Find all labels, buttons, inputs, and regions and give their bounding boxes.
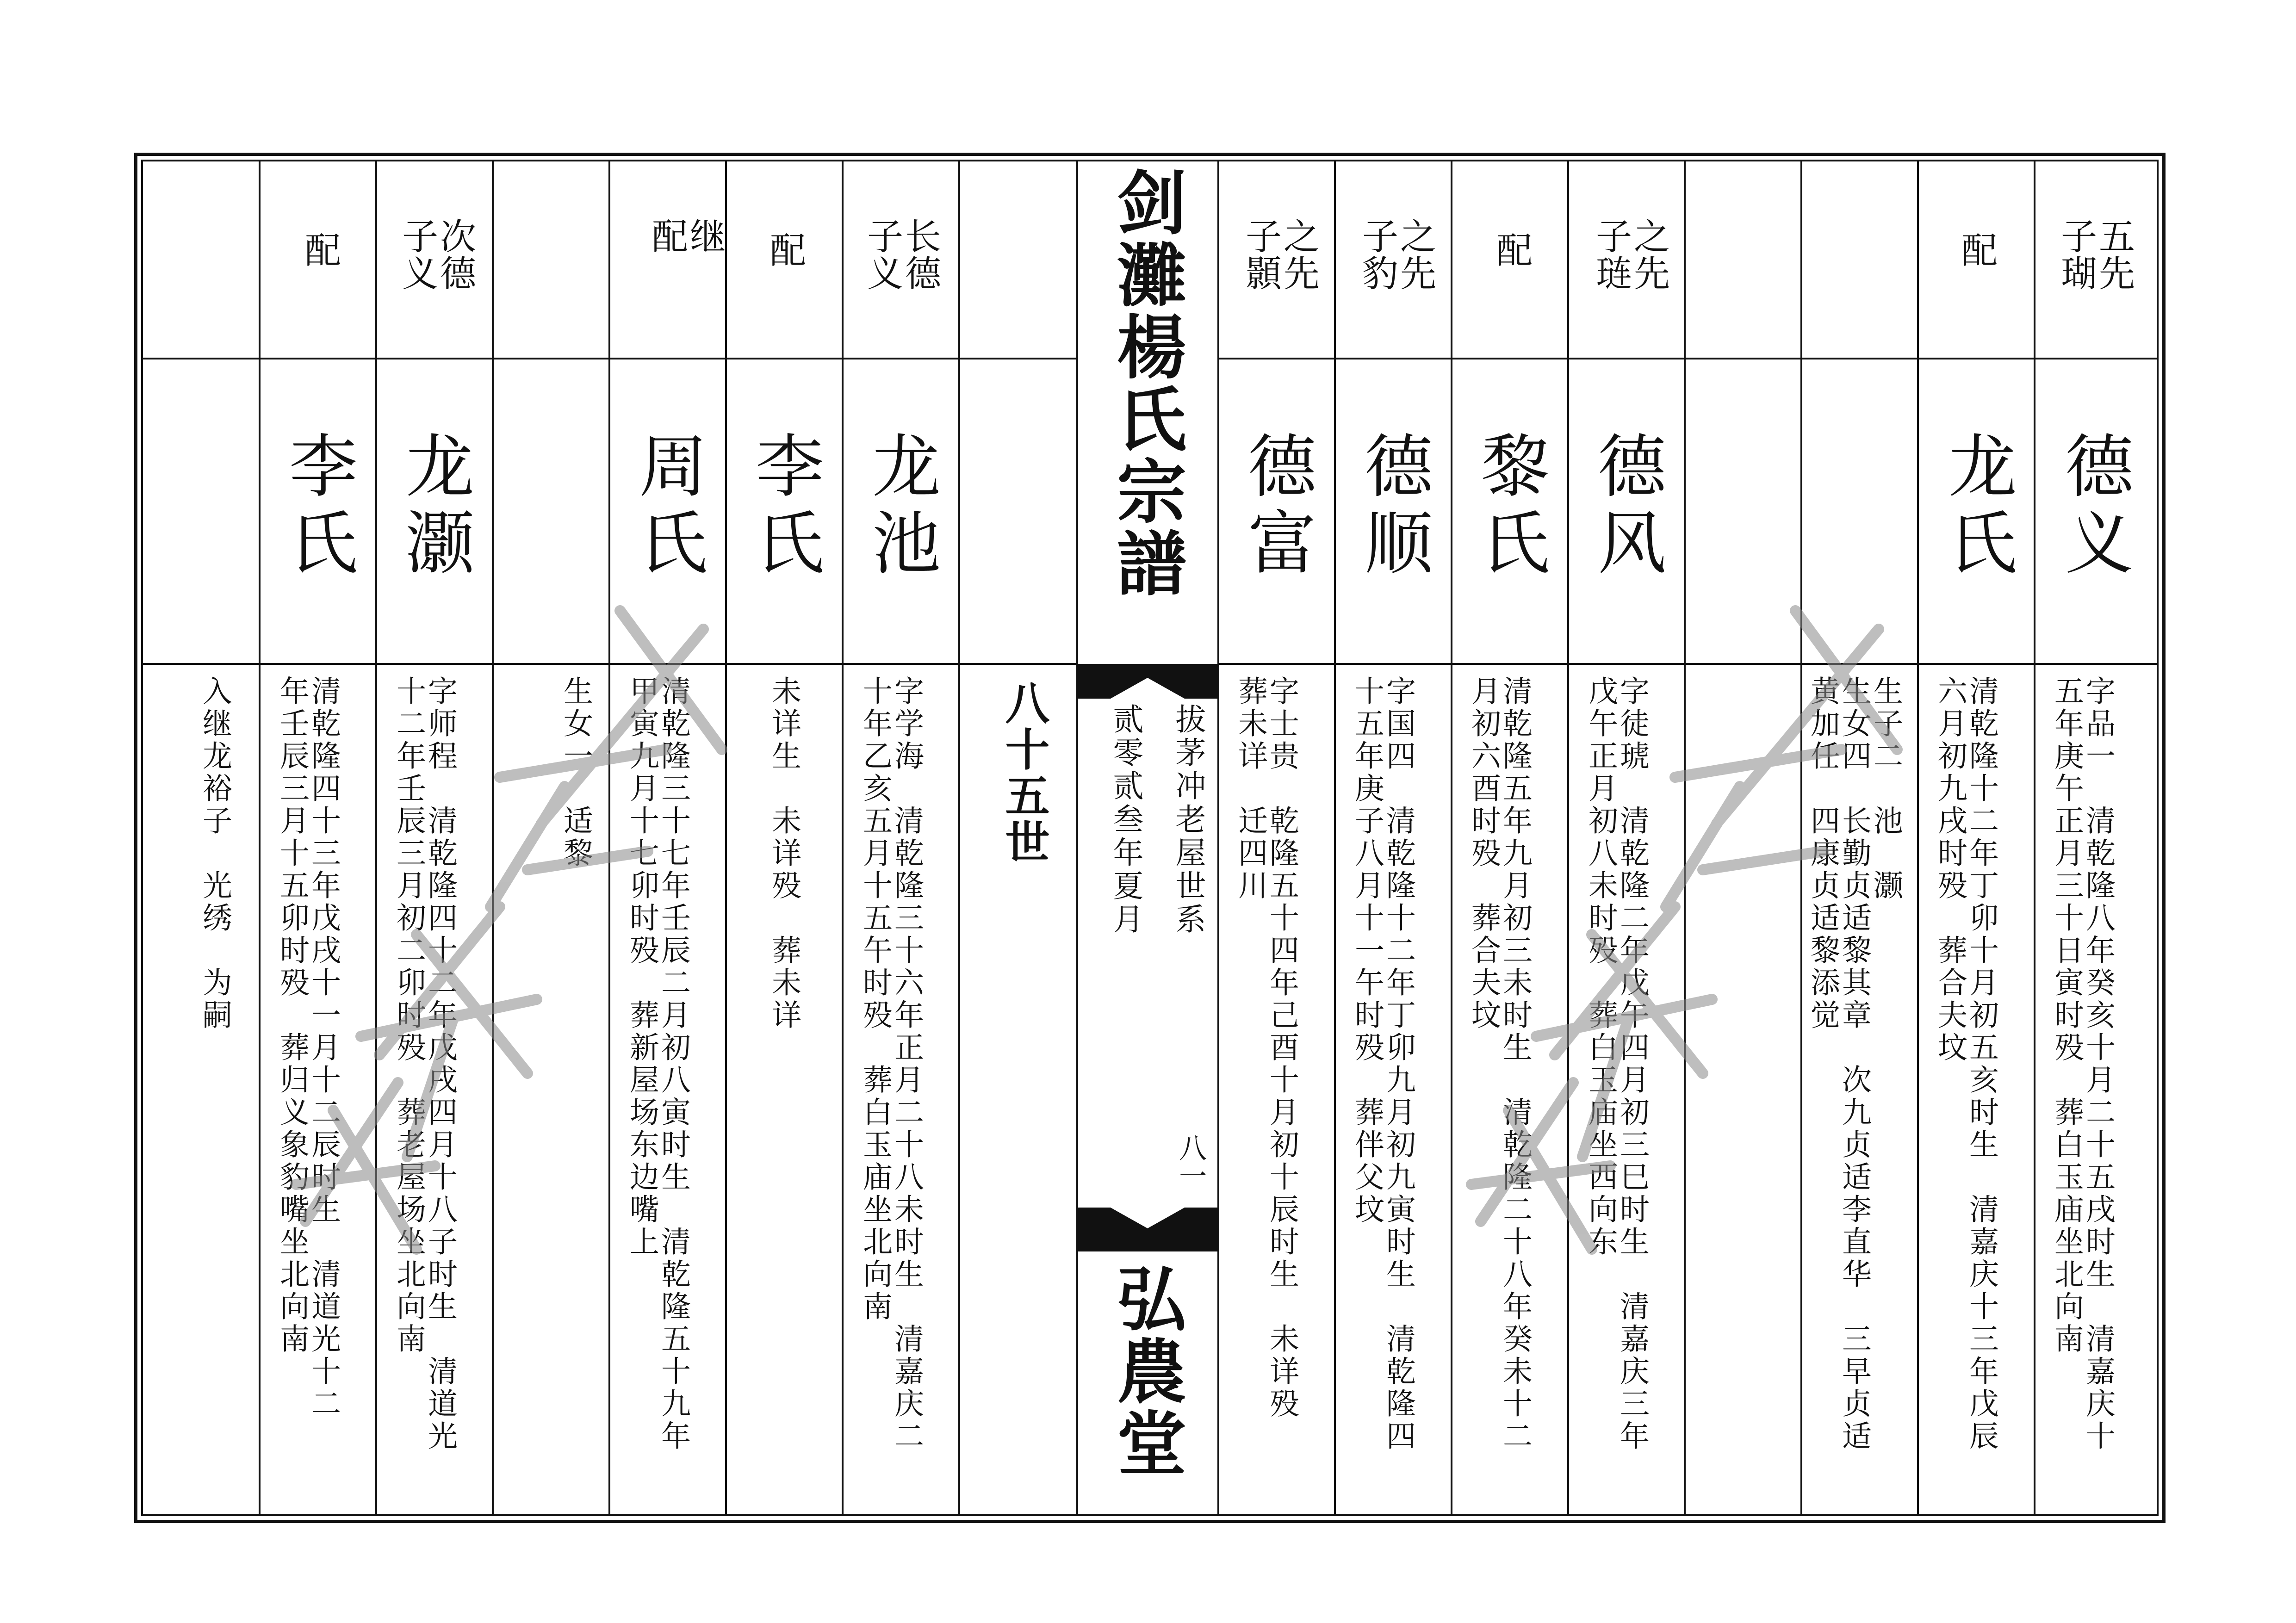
ribbon-bottom (1077, 1208, 1218, 1251)
relation-label: 次德 子义 (396, 217, 476, 291)
biography-note: 入继龙裕子 光绣 为嗣 (198, 675, 232, 1032)
relation-label: 配 (1955, 231, 1997, 268)
relation-label: 之先 子顥 (1240, 217, 1319, 291)
biography-note: 清乾隆四十三年戊戌十一月十二辰时生 清道光十二 年壬辰三月十五卯时殁 葬归义象豹嘴坐北向南 (275, 675, 341, 1420)
branch-name: 拔茅冲老屋世系 (1170, 703, 1206, 936)
biography-note: 生子二 池 灏 生女四 长勤贞适黎其章 次九贞适李直华 三早贞适 黄加任 四康贞适黎添觉 (1806, 675, 1903, 1453)
genealogy-title: 剑灘楊氏宗譜 (1105, 167, 1185, 600)
biography-note: 字国四 清乾隆十二年丁卯九月初九寅时生 清乾隆四 十五年庚子八月十一午时殁 葬伴父坟 (1350, 675, 1415, 1453)
ribbon-top (1077, 664, 1218, 699)
biography-note: 字士贵 乾隆五十四年己酉十月初十辰时生 未详殁 葬未详 迁四川 (1233, 675, 1299, 1420)
relation-label: 五先 子瑚 (2055, 217, 2135, 291)
biography-note: 清乾隆三十七年壬辰二月初八寅时生 清乾隆五十九年 甲寅九月十七卯时殁 葬新屋场东边嘴上 (625, 675, 690, 1453)
hall-name: 弘農堂 (1105, 1263, 1185, 1480)
page-number: 八一 (1174, 1134, 1207, 1189)
person-name: 李氏 (745, 430, 824, 584)
biography-note: 未详生 未详殁 葬未详 (767, 675, 801, 1032)
relation-label: 之先 子琏 (1590, 217, 1669, 291)
biography-note: 字学海 清乾隆三十六年正月二十八未时生 清嘉庆二 十年乙亥五月十五午时殁 葬白玉庙坐北向南 (858, 675, 924, 1453)
relation-label: 之先 子豹 (1356, 217, 1436, 291)
person-name: 德顺 (1353, 430, 1433, 584)
biography-note: 清乾隆十二年丁卯十月初五亥时生 清嘉庆十三年戊辰 六月初九戌时殁 葬合夫坟 (1933, 675, 1998, 1453)
relation-label: 长德 子义 (861, 217, 941, 291)
person-name: 龙氏 (1937, 430, 2017, 584)
biography-note: 生女一 适黎 (558, 675, 593, 870)
person-name: 龙灏 (395, 430, 474, 584)
relation-label: 配 (1490, 231, 1532, 268)
person-name: 龙池 (861, 430, 941, 584)
person-name: 李氏 (278, 430, 358, 584)
person-name: 德义 (2054, 430, 2134, 584)
person-name: 德风 (1587, 430, 1666, 584)
person-name: 德富 (1237, 430, 1316, 584)
person-name: 黎氏 (1470, 430, 1550, 584)
generation-label: 八十五世 (998, 680, 1050, 865)
biography-note: 字徒琥 清乾隆二年戊午四月初三巳时生 清嘉庆三年 戊午正月初八未时殁 葬白玉庙坐西向东 (1583, 675, 1649, 1453)
biography-note: 清乾隆五年九月初三未时生 清乾隆二十八年癸未十二 月初六酉时殁 葬合夫坟 (1466, 675, 1532, 1453)
relation-label: 配 (764, 231, 806, 268)
relation-label: 配 (299, 231, 341, 268)
biography-note: 字师程 清乾隆四十二年戊戌四月十八子时生 清道光 十二年壬辰三月初二卯时殁 葬老屋场坐北向南 (391, 675, 457, 1453)
person-name: 周氏 (628, 430, 707, 584)
biography-note: 字品一 清乾隆八年癸亥十月二十五戌时生 清嘉庆十 五年庚午正月三十日寅时殁 葬白玉庙坐北向南 (2049, 675, 2115, 1453)
relation-label: 继 配 (646, 217, 726, 254)
edition-date: 贰零贰叁年夏月 (1108, 703, 1143, 936)
